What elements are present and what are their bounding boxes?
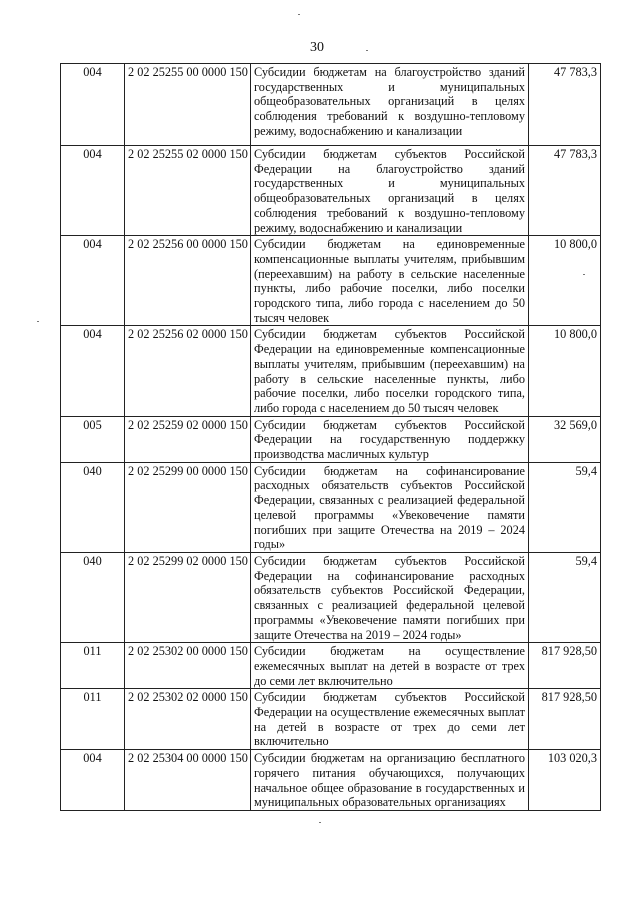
administrator-code: 004	[61, 326, 125, 416]
revenue-name: Субсидии бюджетам на благоустройство зданий государственных и муниципальных общеобразовательных организаций в целях соблюдения требований к воздушно-тепловому режиму, водоснабжению и канализации	[251, 64, 529, 146]
budget-classification-code: 2 02 25256 02 0000 150	[125, 326, 251, 416]
amount: 59,4	[529, 552, 601, 642]
table-row	[61, 326, 601, 416]
amount: 59,4	[529, 462, 601, 552]
budget-classification-code: 2 02 25259 02 0000 150	[125, 416, 251, 462]
administrator-code: 005	[61, 416, 125, 462]
revenue-name: Субсидии бюджетам субъектов Российской Федерации на софинансирование расходных обязательств субъектов Российской Федерации, связанных с реализацией федеральной целевой программы «Увековечение памяти погибших при защите Отечества на 2019 – 2024 годы»	[251, 552, 529, 642]
administrator-code: 004	[61, 236, 125, 326]
table-row	[61, 462, 601, 552]
table-row	[61, 146, 601, 236]
revenue-name: Субсидии бюджетам субъектов Российской Федерации на осуществление ежемесячных выплат на детей в возрасте от трех до семи лет включительно	[251, 689, 529, 750]
revenue-name: Субсидии бюджетам на софинансирование расходных обязательств субъектов Российской Федерации, связанных с реализацией федеральной целевой программы «Увековечение памяти погибших при защите Отечества на 2019 – 2024 годы»	[251, 462, 529, 552]
table-row	[61, 643, 601, 689]
scan-speck	[37, 321, 39, 322]
scan-speck	[319, 822, 321, 823]
amount: 10 800,0	[529, 236, 601, 326]
page-number: 30	[310, 40, 324, 55]
administrator-code: 004	[61, 64, 125, 146]
budget-classification-code: 2 02 25255 00 0000 150	[125, 64, 251, 146]
table-row	[61, 552, 601, 642]
table-row	[61, 416, 601, 462]
budget-classification-code: 2 02 25302 00 0000 150	[125, 643, 251, 689]
scan-speck	[366, 50, 368, 51]
revenue-name: Субсидии бюджетам субъектов Российской Федерации на благоустройство зданий государственных и муниципальных общеобразовательных организаций в целях соблюдения требований к воздушно-тепловому режиму, водоснабжению и канализации	[251, 146, 529, 236]
table-row	[61, 236, 601, 326]
administrator-code: 040	[61, 552, 125, 642]
administrator-code: 040	[61, 462, 125, 552]
administrator-code: 011	[61, 643, 125, 689]
revenue-name: Субсидии бюджетам субъектов Российской Федерации на государственную поддержку производства масличных культур	[251, 416, 529, 462]
amount: 10 800,0	[529, 326, 601, 416]
amount: 47 783,3	[529, 64, 601, 146]
budget-classification-code: 2 02 25255 02 0000 150	[125, 146, 251, 236]
amount: 817 928,50	[529, 689, 601, 750]
revenue-name: Субсидии бюджетам субъектов Российской Федерации на единовременные компенсационные выплаты учителям, прибывшим (переехавшим) на работу в сельские населенные пункты, либо рабочие поселки, либо поселки городского типа, либо города с населением до 50 тысяч человек	[251, 326, 529, 416]
table-row	[61, 64, 601, 146]
revenue-name: Субсидии бюджетам на осуществление ежемесячных выплат на детей в возрасте от трех до семи лет включительно	[251, 643, 529, 689]
table-row	[61, 689, 601, 750]
administrator-code: 011	[61, 689, 125, 750]
budget-classification-code: 2 02 25299 00 0000 150	[125, 462, 251, 552]
budget-classification-code: 2 02 25302 02 0000 150	[125, 689, 251, 750]
revenue-name: Субсидии бюджетам на единовременные компенсационные выплаты учителям, прибывшим (переехавшим) на работу в сельские населенные пункты, либо рабочие поселки, либо поселки городского типа, либо города с населением до 50 тысяч человек	[251, 236, 529, 326]
budget-revenue-table	[60, 63, 601, 811]
administrator-code: 004	[61, 750, 125, 811]
budget-classification-code: 2 02 25256 00 0000 150	[125, 236, 251, 326]
amount: 103 020,3	[529, 750, 601, 811]
amount: 817 928,50	[529, 643, 601, 689]
administrator-code: 004	[61, 146, 125, 236]
budget-classification-code: 2 02 25299 02 0000 150	[125, 552, 251, 642]
revenue-name: Субсидии бюджетам на организацию бесплатного горячего питания обучающихся, получающих начальное общее образование в государственных и муниципальных образовательных организациях	[251, 750, 529, 811]
budget-classification-code: 2 02 25304 00 0000 150	[125, 750, 251, 811]
table-row	[61, 750, 601, 811]
amount: 47 783,3	[529, 146, 601, 236]
scan-speck	[583, 274, 585, 275]
scan-speck	[298, 14, 300, 15]
amount: 32 569,0	[529, 416, 601, 462]
